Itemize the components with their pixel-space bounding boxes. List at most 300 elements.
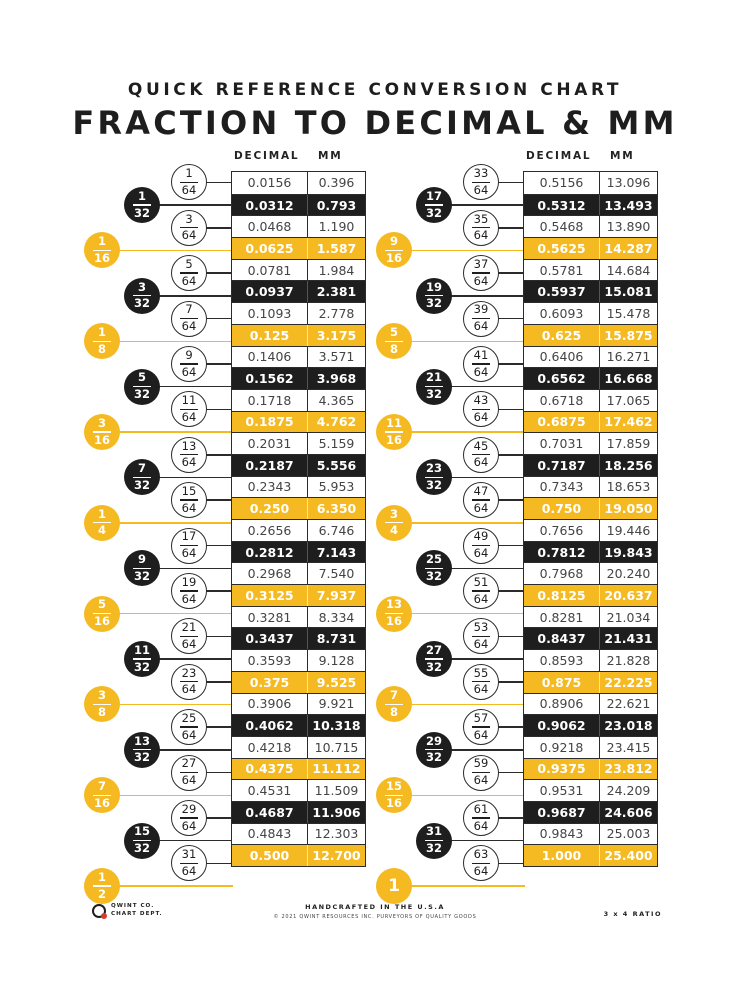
table-row [232, 823, 365, 845]
table-row [524, 823, 657, 845]
table-row [232, 324, 365, 346]
mm-value: 11.906 [312, 804, 361, 820]
table-row [232, 541, 365, 563]
decimal-value: 1.000 [524, 845, 600, 866]
decimal-value: 0.5468 [524, 216, 600, 237]
mm-value: 4.762 [316, 414, 357, 430]
fraction-denominator: 64 [181, 364, 197, 379]
fraction-badge [463, 164, 499, 200]
table-row [232, 237, 365, 259]
decimal-value: 0.2656 [232, 520, 308, 541]
mm-value: 13.890 [606, 219, 651, 235]
fraction-numerator: 7 [137, 461, 146, 476]
decimal-value: 0.875 [524, 672, 600, 693]
table-row [232, 259, 365, 281]
fraction-denominator: 64 [473, 273, 489, 288]
connector-line [102, 431, 233, 433]
table-row [232, 562, 365, 584]
decimal-value: 0.2968 [232, 563, 308, 584]
decimal-value: 0.9218 [524, 737, 600, 758]
fraction-badge [463, 437, 499, 473]
fraction-numerator: 17 [425, 188, 442, 203]
decimal-value: 0.0156 [232, 172, 308, 194]
decimal-value: 0.625 [524, 325, 600, 346]
mm-value: 14.287 [604, 240, 653, 256]
fraction-badge [376, 777, 412, 813]
mm-value: 6.350 [316, 501, 357, 517]
connector-line [394, 704, 525, 706]
mm-value: 19.050 [604, 501, 653, 517]
table-row [524, 671, 657, 693]
fraction-denominator: 16 [385, 614, 402, 629]
right-column [380, 150, 660, 896]
decimal-value: 0.1718 [232, 390, 308, 411]
fraction-badge [84, 232, 120, 268]
fraction-numerator: 3 [137, 279, 146, 294]
fraction-badge [463, 301, 499, 337]
fraction-numerator: 63 [473, 847, 489, 862]
fraction-badge [124, 732, 160, 768]
table-row [524, 215, 657, 237]
table-row [232, 736, 365, 758]
fraction-badge [171, 845, 207, 881]
table-row [524, 497, 657, 519]
mm-value: 15.478 [606, 305, 651, 321]
mm-value: 23.018 [604, 718, 653, 734]
decimal-value: 0.4687 [232, 802, 308, 823]
fraction-denominator: 64 [181, 682, 197, 697]
fraction-denominator: 64 [181, 182, 197, 197]
footer-copyright: © 2021 QWINT RESOURCES INC. PURVEYORS OF QUALITY GOODS [273, 914, 477, 920]
decimal-value: 0.4375 [232, 759, 308, 780]
decimal-value: 0.3125 [232, 585, 308, 606]
fraction-numerator: 27 [425, 642, 442, 657]
fraction-denominator: 64 [473, 409, 489, 424]
decimal-value: 0.1093 [232, 303, 308, 324]
mm-value: 9.128 [318, 652, 355, 668]
table-row [524, 779, 657, 801]
fraction-badge [124, 823, 160, 859]
table-row [524, 259, 657, 281]
mm-value: 18.256 [604, 457, 653, 473]
fraction-denominator: 32 [133, 387, 150, 402]
mm-value: 10.715 [314, 739, 359, 755]
table-row [232, 172, 365, 194]
fraction-denominator: 32 [425, 750, 442, 765]
fraction-numerator: 23 [425, 461, 442, 476]
fraction-badge [416, 823, 452, 859]
decimal-value: 0.8437 [524, 628, 600, 649]
decimal-value: 0.8593 [524, 650, 600, 671]
fraction-denominator: 4 [97, 523, 106, 538]
table-row [524, 844, 657, 866]
table-row [524, 280, 657, 302]
decimal-value: 0.4531 [232, 780, 308, 801]
table-row [232, 194, 365, 216]
fraction-denominator: 64 [181, 228, 197, 243]
fraction-badge [171, 437, 207, 473]
mm-value: 8.731 [316, 631, 357, 647]
fraction-badge [416, 278, 452, 314]
fraction-numerator: 19 [425, 279, 442, 294]
mm-column-header: MM [610, 150, 635, 162]
fraction-numerator: 31 [425, 824, 442, 839]
table-row [524, 194, 657, 216]
table-row [232, 584, 365, 606]
fraction-denominator: 32 [133, 296, 150, 311]
fraction-numerator: 11 [385, 415, 402, 430]
fraction-denominator: 8 [389, 341, 398, 356]
table-row [232, 519, 365, 541]
table-row [232, 411, 365, 433]
table-row [232, 649, 365, 671]
fraction-denominator: 32 [133, 841, 150, 856]
fraction-denominator: 8 [97, 341, 106, 356]
connector-line [102, 613, 233, 615]
table-row [232, 302, 365, 324]
decimal-value: 0.2031 [232, 433, 308, 454]
conversion-table-left [231, 171, 366, 867]
fraction-denominator: 64 [181, 591, 197, 606]
fraction-badge [124, 278, 160, 314]
mm-value: 25.400 [604, 848, 653, 864]
decimal-value: 0.1875 [232, 412, 308, 433]
fraction-badge [376, 686, 412, 722]
mm-value: 21.034 [606, 609, 651, 625]
mm-value: 13.493 [604, 197, 653, 213]
fraction-denominator: 32 [425, 659, 442, 674]
fraction-denominator: 2 [97, 886, 106, 901]
fraction-badges-right [380, 150, 525, 896]
decimal-value: 0.250 [232, 498, 308, 519]
table-row [232, 693, 365, 715]
fraction-badge [416, 369, 452, 405]
decimal-value: 0.5156 [524, 172, 600, 194]
fraction-numerator: 5 [97, 597, 106, 612]
fraction-numerator: 3 [97, 688, 106, 703]
brand-line-2: CHART DEPT. [111, 910, 163, 917]
fraction-numerator: 33 [473, 166, 489, 181]
table-row [524, 736, 657, 758]
fraction-denominator: 64 [473, 773, 489, 788]
connector-line [394, 613, 525, 615]
fraction-numerator: 35 [473, 211, 489, 226]
decimal-value: 0.0625 [232, 238, 308, 259]
connector-line [394, 885, 525, 887]
fraction-badge [84, 505, 120, 541]
fraction-badge [124, 641, 160, 677]
table-row [232, 758, 365, 780]
mm-value: 1.587 [316, 240, 357, 256]
decimal-value: 0.7812 [524, 542, 600, 563]
mm-value: 24.209 [606, 783, 651, 799]
mm-value: 7.937 [316, 587, 357, 603]
fraction-numerator: 11 [133, 642, 150, 657]
fraction-denominator: 64 [473, 500, 489, 515]
fraction-numerator: 29 [425, 733, 442, 748]
decimal-value: 0.7343 [524, 477, 600, 498]
table-row [232, 454, 365, 476]
fraction-numerator: 15 [385, 779, 402, 794]
table-row [232, 389, 365, 411]
fraction-numerator: 39 [473, 302, 489, 317]
fraction-badge [124, 550, 160, 586]
mm-value: 17.065 [606, 392, 651, 408]
fraction-badge [463, 709, 499, 745]
connector-line [394, 431, 525, 433]
decimal-column-header: DECIMAL [526, 150, 592, 162]
fraction-numerator: 1 [97, 234, 106, 249]
decimal-value: 0.0468 [232, 216, 308, 237]
fraction-numerator: 13 [133, 733, 150, 748]
fraction-badge [463, 346, 499, 382]
mm-value: 12.303 [314, 826, 359, 842]
mm-value: 14.684 [606, 262, 651, 278]
decimal-value: 0.9531 [524, 780, 600, 801]
fraction-badge [376, 232, 412, 268]
fraction-denominator: 64 [181, 455, 197, 470]
mm-value: 1.190 [318, 219, 355, 235]
table-row [524, 627, 657, 649]
fraction-numerator: 21 [181, 620, 197, 635]
fraction-denominator: 16 [385, 795, 402, 810]
decimal-value: 0.7656 [524, 520, 600, 541]
decimal-value: 0.6406 [524, 347, 600, 368]
mm-value: 15.875 [604, 327, 653, 343]
fraction-denominator: 64 [473, 591, 489, 606]
fraction-badge [171, 528, 207, 564]
fraction-numerator: 55 [473, 665, 489, 680]
mm-value: 20.637 [604, 587, 653, 603]
table-row [524, 367, 657, 389]
mm-value: 22.621 [606, 696, 651, 712]
mm-value: 11.112 [312, 761, 361, 777]
fraction-badge [84, 777, 120, 813]
mm-value: 20.240 [606, 566, 651, 582]
decimal-value: 0.2187 [232, 455, 308, 476]
mm-value: 19.843 [604, 544, 653, 560]
fraction-numerator: 57 [473, 710, 489, 725]
mm-value: 17.859 [606, 436, 651, 452]
fraction-badge [171, 573, 207, 609]
table-row [232, 280, 365, 302]
chart-header [0, 80, 750, 142]
fraction-numerator: 5 [137, 370, 146, 385]
table-row [232, 432, 365, 454]
fraction-numerator: 1 [97, 325, 106, 340]
decimal-value: 0.5781 [524, 260, 600, 281]
fraction-denominator: 64 [473, 364, 489, 379]
fraction-denominator: 64 [181, 546, 197, 561]
fraction-denominator: 64 [473, 546, 489, 561]
fraction-denominator: 64 [181, 727, 197, 742]
fraction-badge [416, 550, 452, 586]
fraction-badge [171, 755, 207, 791]
fraction-badge [463, 210, 499, 246]
table-row [524, 476, 657, 498]
mm-value: 8.334 [318, 609, 355, 625]
fraction-denominator: 64 [181, 818, 197, 833]
mm-value: 15.081 [604, 284, 653, 300]
mm-value: 24.606 [604, 804, 653, 820]
fraction-denominator: 64 [181, 273, 197, 288]
fraction-badge [463, 845, 499, 881]
fraction-numerator: 9 [185, 347, 193, 362]
fraction-denominator: 64 [181, 773, 197, 788]
fraction-denominator: 32 [133, 659, 150, 674]
fraction-badge [463, 528, 499, 564]
fraction-denominator: 64 [473, 818, 489, 833]
table-row [524, 714, 657, 736]
fraction-numerator: 1 [97, 869, 106, 884]
fraction-badge [463, 800, 499, 836]
mm-value: 7.143 [316, 544, 357, 560]
mm-value: 4.365 [318, 392, 355, 408]
fraction-badge [124, 459, 160, 495]
decimal-value: 0.5312 [524, 195, 600, 216]
fraction-badge [171, 391, 207, 427]
fraction-badge [84, 868, 120, 904]
decimal-value: 0.2343 [232, 477, 308, 498]
fraction-denominator: 4 [389, 523, 398, 538]
fraction-denominator: 64 [473, 182, 489, 197]
fraction-badge [84, 414, 120, 450]
connector-line [102, 704, 233, 706]
fraction-numerator: 3 [389, 506, 398, 521]
mm-value: 25.003 [606, 826, 651, 842]
table-row [232, 497, 365, 519]
fraction-numerator: 29 [181, 801, 197, 816]
fraction-denominator: 32 [425, 841, 442, 856]
table-row [232, 714, 365, 736]
fraction-numerator: 51 [473, 574, 489, 589]
fraction-badge [463, 482, 499, 518]
chart-title: FRACTION TO DECIMAL & MM [72, 104, 678, 142]
fraction-badge [171, 482, 207, 518]
fraction-denominator: 32 [133, 478, 150, 493]
fraction-numerator: 25 [181, 710, 197, 725]
decimal-value: 0.125 [232, 325, 308, 346]
fraction-numerator: 5 [185, 256, 193, 271]
fraction-numerator: 3 [185, 211, 193, 226]
fraction-numerator: 13 [385, 597, 402, 612]
mm-value: 12.700 [312, 848, 361, 864]
decimal-value: 0.0937 [232, 281, 308, 302]
connector-line [102, 885, 233, 887]
fraction-numerator: 37 [473, 256, 489, 271]
fraction-numerator: 7 [389, 688, 398, 703]
fraction-badge [171, 618, 207, 654]
fraction-denominator: 16 [93, 795, 110, 810]
footer-ratio: 3 x 4 RATIO [603, 910, 662, 918]
table-row [524, 432, 657, 454]
table-row [524, 606, 657, 628]
table-row [232, 801, 365, 823]
decimal-value: 0.9375 [524, 759, 600, 780]
table-row [524, 562, 657, 584]
fraction-numerator: 49 [473, 529, 489, 544]
fraction-badge [84, 323, 120, 359]
fraction-denominator: 64 [181, 319, 197, 334]
fraction-numerator: 59 [473, 756, 489, 771]
decimal-value: 0.5625 [524, 238, 600, 259]
fraction-badge [376, 323, 412, 359]
fraction-numerator: 1 [185, 166, 193, 181]
fraction-denominator: 64 [473, 319, 489, 334]
decimal-value: 0.5937 [524, 281, 600, 302]
fraction-denominator: 16 [93, 251, 110, 266]
fraction-denominator: 64 [181, 500, 197, 515]
mm-value: 16.668 [604, 371, 653, 387]
decimal-value: 0.3281 [232, 607, 308, 628]
mm-value: 18.653 [606, 479, 651, 495]
decimal-value: 0.8281 [524, 607, 600, 628]
mm-value: 5.953 [318, 479, 355, 495]
decimal-value: 0.2812 [232, 542, 308, 563]
mm-value: 3.571 [318, 349, 355, 365]
fraction-numerator: 1 [137, 188, 146, 203]
fraction-numerator: 53 [473, 620, 489, 635]
conversion-table-right [523, 171, 658, 867]
table-row [232, 606, 365, 628]
decimal-value: 0.1562 [232, 368, 308, 389]
table-row [524, 454, 657, 476]
decimal-value: 0.3906 [232, 694, 308, 715]
fraction-numerator: 47 [473, 483, 489, 498]
mm-value: 21.828 [606, 652, 651, 668]
fraction-denominator: 64 [473, 682, 489, 697]
fraction-badge [463, 391, 499, 427]
connector-line [394, 341, 525, 343]
fraction-numerator: 19 [181, 574, 197, 589]
fraction-badge [416, 732, 452, 768]
fraction-denominator: 32 [425, 478, 442, 493]
mm-value: 5.556 [316, 457, 357, 473]
table-row [524, 411, 657, 433]
mm-value: 21.431 [604, 631, 653, 647]
left-column [88, 150, 368, 901]
fraction-denominator: 16 [385, 251, 402, 266]
table-row [524, 541, 657, 563]
fraction-numerator: 13 [181, 438, 197, 453]
connector-line [102, 795, 233, 797]
mm-column-header: MM [318, 150, 343, 162]
fraction-badge [84, 686, 120, 722]
fraction-denominator: 16 [385, 432, 402, 447]
fraction-badge [463, 573, 499, 609]
decimal-value: 0.8906 [524, 694, 600, 715]
table-row [232, 215, 365, 237]
mm-value: 9.921 [318, 696, 355, 712]
fraction-numerator: 43 [473, 393, 489, 408]
fraction-denominator: 64 [181, 409, 197, 424]
fraction-denominator: 32 [425, 568, 442, 583]
mm-value: 3.175 [316, 327, 357, 343]
fraction-badge [376, 868, 412, 904]
fraction-denominator: 32 [133, 205, 150, 220]
fraction-badge [463, 755, 499, 791]
decimal-value: 0.750 [524, 498, 600, 519]
fraction-numerator: 1 [97, 506, 106, 521]
fraction-denominator: 32 [425, 205, 442, 220]
mm-value: 11.509 [314, 783, 359, 799]
brand-line-1: QWINT CO. [111, 903, 155, 909]
fraction-numerator: 15 [181, 483, 197, 498]
fraction-denominator: 64 [473, 636, 489, 651]
table-row [524, 584, 657, 606]
decimal-value: 0.6718 [524, 390, 600, 411]
fraction-numerator: 11 [181, 393, 197, 408]
